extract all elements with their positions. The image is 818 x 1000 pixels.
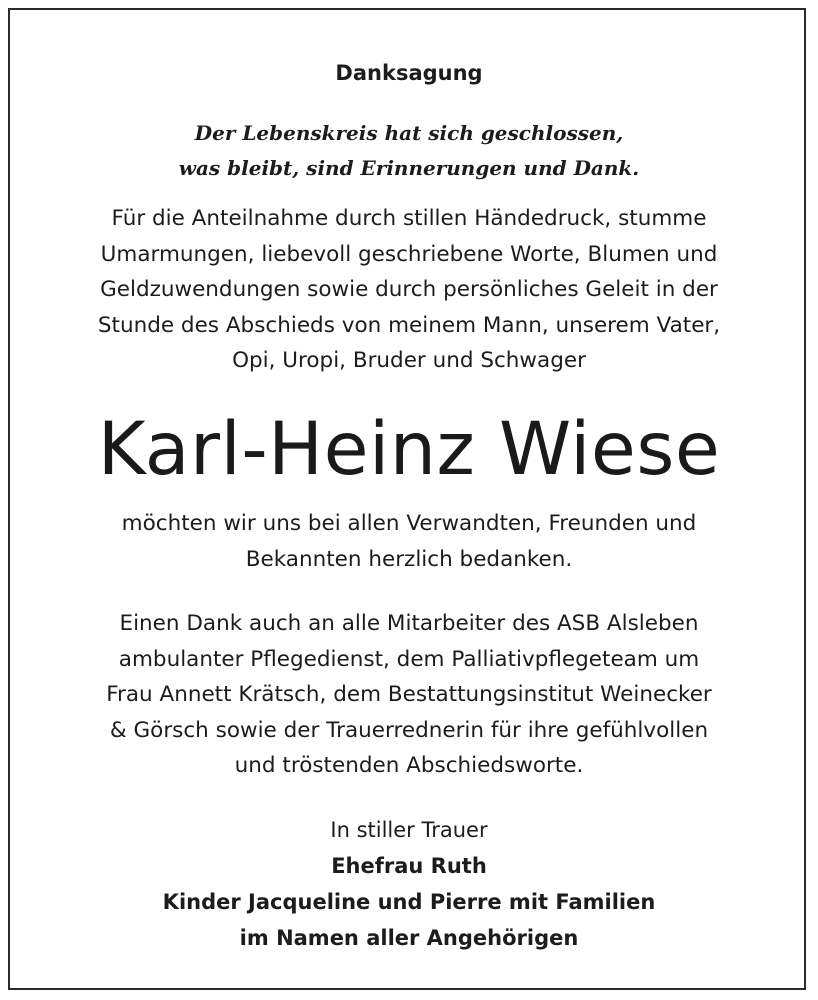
paragraph-line: Umarmungen, liebevoll geschriebene Worte, Blumen und [100,241,718,267]
deceased-name: Karl-Heinz Wiese [97,407,721,492]
paragraph-line: Einen Dank auch an alle Mitarbeiter des ASB Alsleben [119,611,699,636]
paragraph-line: Opi, Uropi, Bruder und Schwager [232,348,586,373]
paragraph-line: und tröstenden Abschiedsworte. [234,753,584,778]
signatory-line: Kinder Jacqueline und Pierre mit Familien [162,890,656,914]
closing-signature [10,812,808,956]
paragraph-line: Frau Annett Krätsch, dem Bestattungsinstitut Weinecker [106,682,712,707]
paragraph-line: möchten wir uns bei allen Verwandten, Freunden und [121,511,697,536]
closing-intro: In stiller Trauer [330,818,488,842]
paragraph-line: ambulanter Pflegedienst, dem Palliativpflegeteam um [118,646,700,672]
paragraph-line: Bekannten herzlich bedanken. [245,546,573,572]
motto [10,116,808,186]
paragraph-line: Für die Anteilnahme durch stillen Händedruck, stumme [111,206,707,231]
signatory-line: Ehefrau Ruth [331,854,487,878]
motto-line: Der Lebenskreis hat sich geschlossen, [194,121,624,145]
paragraph-line: & Görsch sowie der Trauerrednerin für ihre gefühlvollen [109,717,709,743]
motto-line: was bleibt, sind Erinnerungen und Dank. [178,156,640,180]
paragraph-line: Geldzuwendungen sowie durch persönliches Geleit in der [100,277,718,302]
paragraph-line: Stunde des Abschieds von meinem Mann, unserem Vater, [97,312,721,338]
notice-heading: Danksagung [335,61,483,85]
signatory-line: im Namen aller Angehörigen [239,926,579,950]
staff-thanks-paragraph [10,606,808,784]
gratitude-paragraph [10,201,808,379]
thanks-paragraph [10,506,808,577]
